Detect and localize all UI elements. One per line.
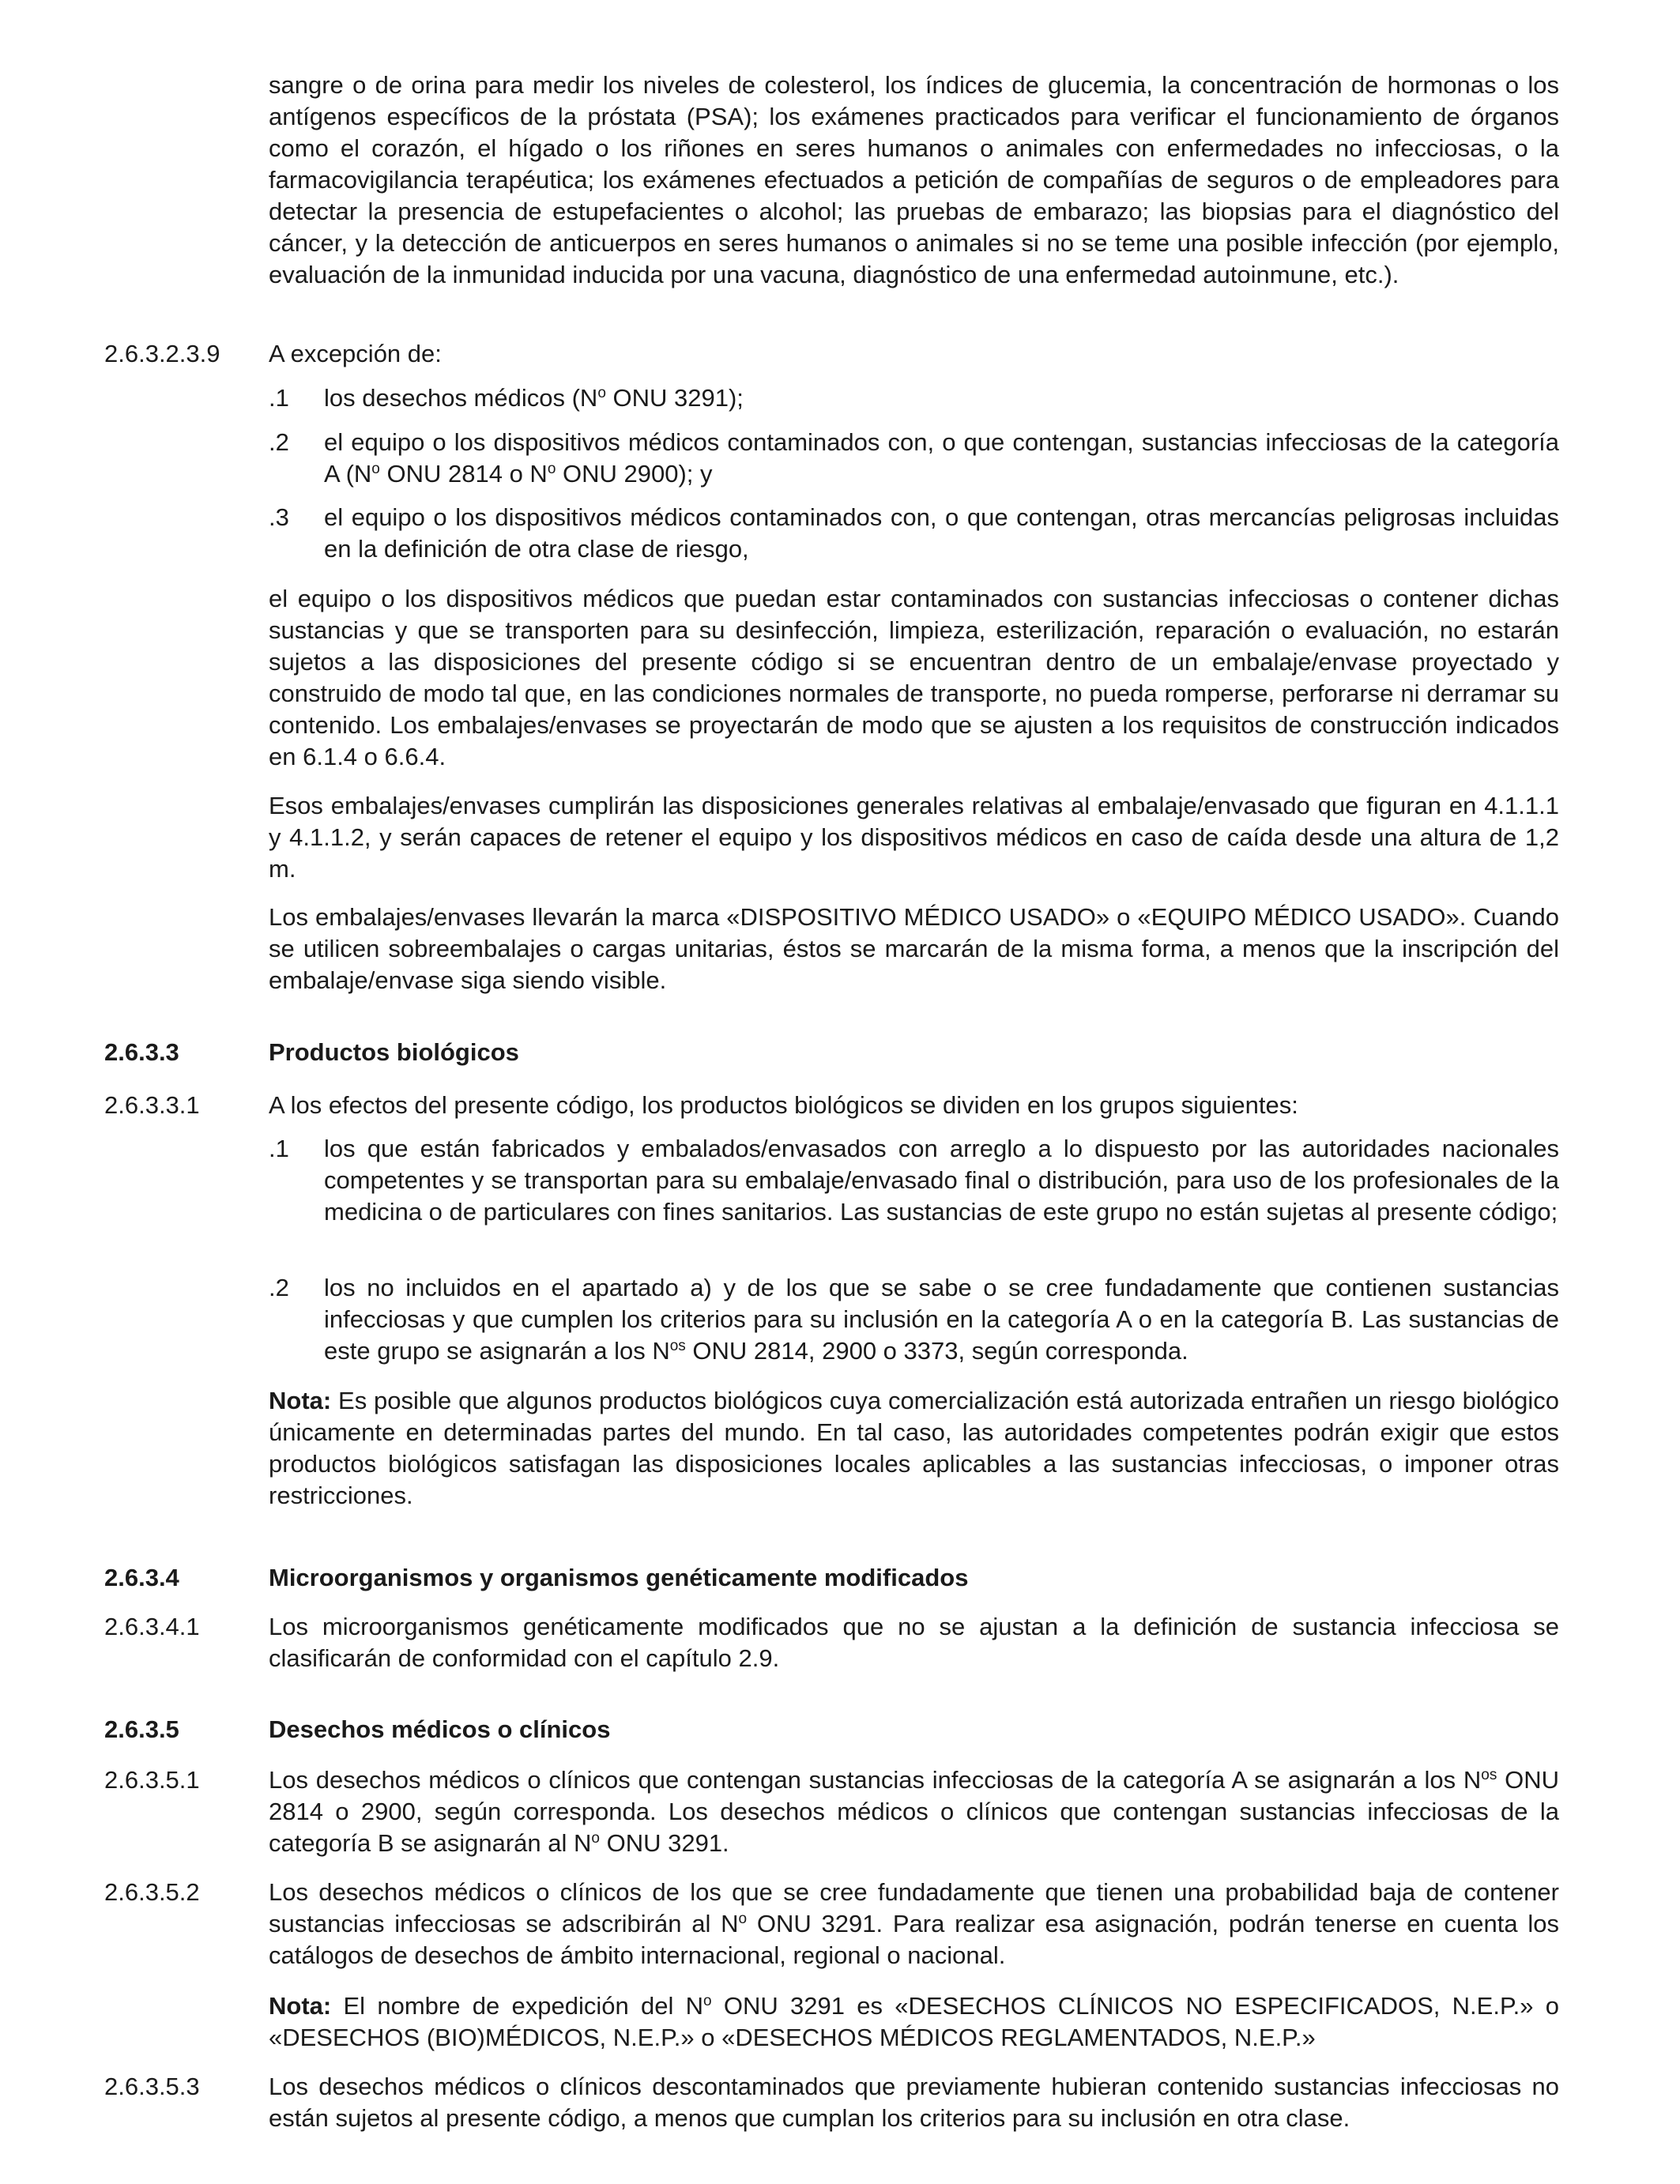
paragraph-text: el equipo o los dispositivos médicos que puedan estar contaminados con sustancias infecciosas o contener dichas sustancias y que se transporten para su desinfección, limpieza, esterilización, reparación o evaluación, no estarán sujetos a las disposiciones del presente código si se encuentran dentro de un embalaje/envase proyectado y construido de modo tal que, en las condiciones normales de transporte, no pueda romperse, perforarse ni derramar su contenido. Los embalajes/envases se proyectarán de modo que se ajusten a los requisitos de construcción indicados en 6.1.4 o 6.6.4. [269,585,1559,770]
intro-paragraph: sangre o de orina para medir los niveles de colesterol, los índices de glucemia, la concentración de hormonas o los antígenos específicos de la próstata (PSA); los exámenes practicados para verificar el funcionamiento de órganos como el corazón, el hígado o los riñones en seres humanos o animales con enfermedades no infecciosas, o la farmacovigilancia terapéutica; los exámenes efectuados a petición de compañías de seguros o de empleadores para detectar la presencia de estupefacientes o alcohol; las pruebas de embarazo; las biopsias para el diagnóstico del cáncer, y la detección de anticuerpos en seres humanos o animales si no se teme una posible infección (por ejemplo, evaluación de la inmunidad inducida por una vacuna, diagnóstico de una enfermedad autoinmune, etc.). [269,71,1559,288]
paragraph [0,583,1680,773]
list-item-number: .2 [269,428,289,456]
section-number: 2.6.3.2.3.9 [104,340,220,367]
section-2-6-3-3-heading [0,1037,1680,1068]
section-number: 2.6.3.4 [104,1564,179,1591]
section-text: Los microorganismos genéticamente modificados que no se ajustan a la definición de sustancia infecciosa se clasificarán de conformidad con el capítulo 2.9. [269,1613,1559,1672]
note-block [0,1385,1680,1512]
section-2-6-3-5-heading [0,1714,1680,1745]
section-title: Desechos médicos o clínicos [269,1715,611,1743]
list-item-number: .3 [269,503,289,531]
section-text: Los desechos médicos o clínicos que contengan sustancias infecciosas de la categoría A se asignarán a los $N^{os}$ ONU 2814 o 2900, según corresponda. Los desechos médicos o clínicos que contengan sustancias infecciosas de la categoría B se asignarán al $N^o$ ONU 3291. [269,1766,1560,1857]
section-number: 2.6.3.5.3 [104,2073,200,2100]
section-text: Los desechos médicos o clínicos descontaminados que previamente hubieran contenido sustancias infecciosas no están sujetos al presente código, a menos que cumplan los criterios para su inclusión en otra clase. [269,2073,1559,2132]
list-item [0,1272,1680,1367]
paragraph [0,790,1680,885]
list-item [0,382,1680,414]
section-number: 2.6.3.5 [104,1715,179,1743]
intro-block [0,70,1680,291]
section-title: Productos biológicos [269,1038,519,1066]
note-label: Nota: [269,1992,332,2020]
note-label: Nota: [269,1387,332,1414]
section-2-6-3-5-3 [0,2071,1680,2134]
note-text: Nota: Es posible que algunos productos biológicos cuya comercialización está autorizada entrañen un riesgo biológico únicamente en determinadas partes del mundo. En tal caso, las autoridades competentes podrán exigir que estos productos biológicos satisfagan las disposiciones locales aplicables a las sustancias infecciosas, o imponer otras restricciones. [269,1387,1559,1509]
note-block [0,1990,1680,2054]
list-item-text: el equipo o los dispositivos médicos contaminados con, o que contengan, sustancias infecciosas de la categoría A ($N^o$ ONU 2814 o $N^o$ ONU 2900); y [324,428,1559,488]
section-lead: A los efectos del presente código, los productos biológicos se dividen en los grupos siguientes: [269,1091,1298,1119]
section-text: Los desechos médicos o clínicos de los que se cree fundadamente que tienen una probabilidad baja de contener sustancias infecciosas se adscribirán al $N^o$ ONU 3291. Para realizar esa asignación, podrán tenerse en cuenta los catálogos de desechos de ámbito internacional, regional o nacional. [269,1878,1559,1969]
section-number: 2.6.3.5.2 [104,1878,200,1906]
section-number: 2.6.3.5.1 [104,1766,200,1794]
note-text: Nota: El nombre de expedición del $N^o$ ONU 3291 es «DESECHOS CLÍNICOS NO ESPECIFICADOS, N.E.P.» o «DESECHOS (BIO)MÉDICOS, N.E.P.» o «DESECHOS MÉDICOS REGLAMENTADOS, N.E.P.» [269,1992,1559,2051]
paragraph-text: Los embalajes/envases llevarán la marca «DISPOSITIVO MÉDICO USADO» o «EQUIPO MÉDICO USADO». Cuando se utilicen sobreembalajes o cargas unitarias, éstos se marcarán de la misma forma, a menos que la inscripción del embalaje/envase siga siendo visible. [269,903,1559,994]
list-item-text: los no incluidos en el apartado a) y de los que se sabe o se cree fundadamente que contienen sustancias infecciosas y que cumplen los criterios para su inclusión en la categoría A o en la categoría B. Las sustancias de este grupo se asignarán a los $N^{os}$ ONU 2814, 2900 o 3373, según corresponda. [324,1274,1559,1365]
list-item-text: el equipo o los dispositivos médicos contaminados con, o que contengan, otras mercancías peligrosas incluidas en la definición de otra clase de riesgo, [324,503,1559,563]
section-number: 2.6.3.4.1 [104,1613,200,1640]
section-2-6-3-3-1 [0,1090,1680,1121]
section-2-6-3-5-2 [0,1877,1680,1971]
section-number: 2.6.3.3 [104,1038,179,1066]
list-item-number: .1 [269,384,289,412]
list-item [0,427,1680,490]
list-item-text: los que están fabricados y embalados/envasados con arreglo a lo dispuesto por las autoridades nacionales competentes y se transportan para su embalaje/envasado final o distribución, para uso de los profesionales de la medicina o de particulares con fines sanitarios. Las sustancias de este grupo no están sujetas al presente código; [324,1135,1559,1226]
section-title: Microorganismos y organismos genéticamente modificados [269,1564,969,1591]
list-item-text: los desechos médicos ($N^o$ ONU 3291); [324,384,744,412]
section-2-6-3-2-3-9 [0,338,1680,370]
list-item [0,1133,1680,1228]
section-2-6-3-4-heading [0,1562,1680,1594]
paragraph [0,902,1680,996]
list-item-number: .1 [269,1135,289,1162]
list-item-number: .2 [269,1274,289,1301]
paragraph-text: Esos embalajes/envases cumplirán las disposiciones generales relativas al embalaje/envasado que figuran en 4.1.1.1 y 4.1.1.2, y serán capaces de retener el equipo y los dispositivos médicos en caso de caída desde una altura de 1,2 m. [269,792,1559,883]
section-lead: A excepción de: [269,340,442,367]
list-item [0,502,1680,565]
section-number: 2.6.3.3.1 [104,1091,200,1119]
section-2-6-3-5-1 [0,1764,1680,1859]
section-2-6-3-4-1 [0,1611,1680,1674]
